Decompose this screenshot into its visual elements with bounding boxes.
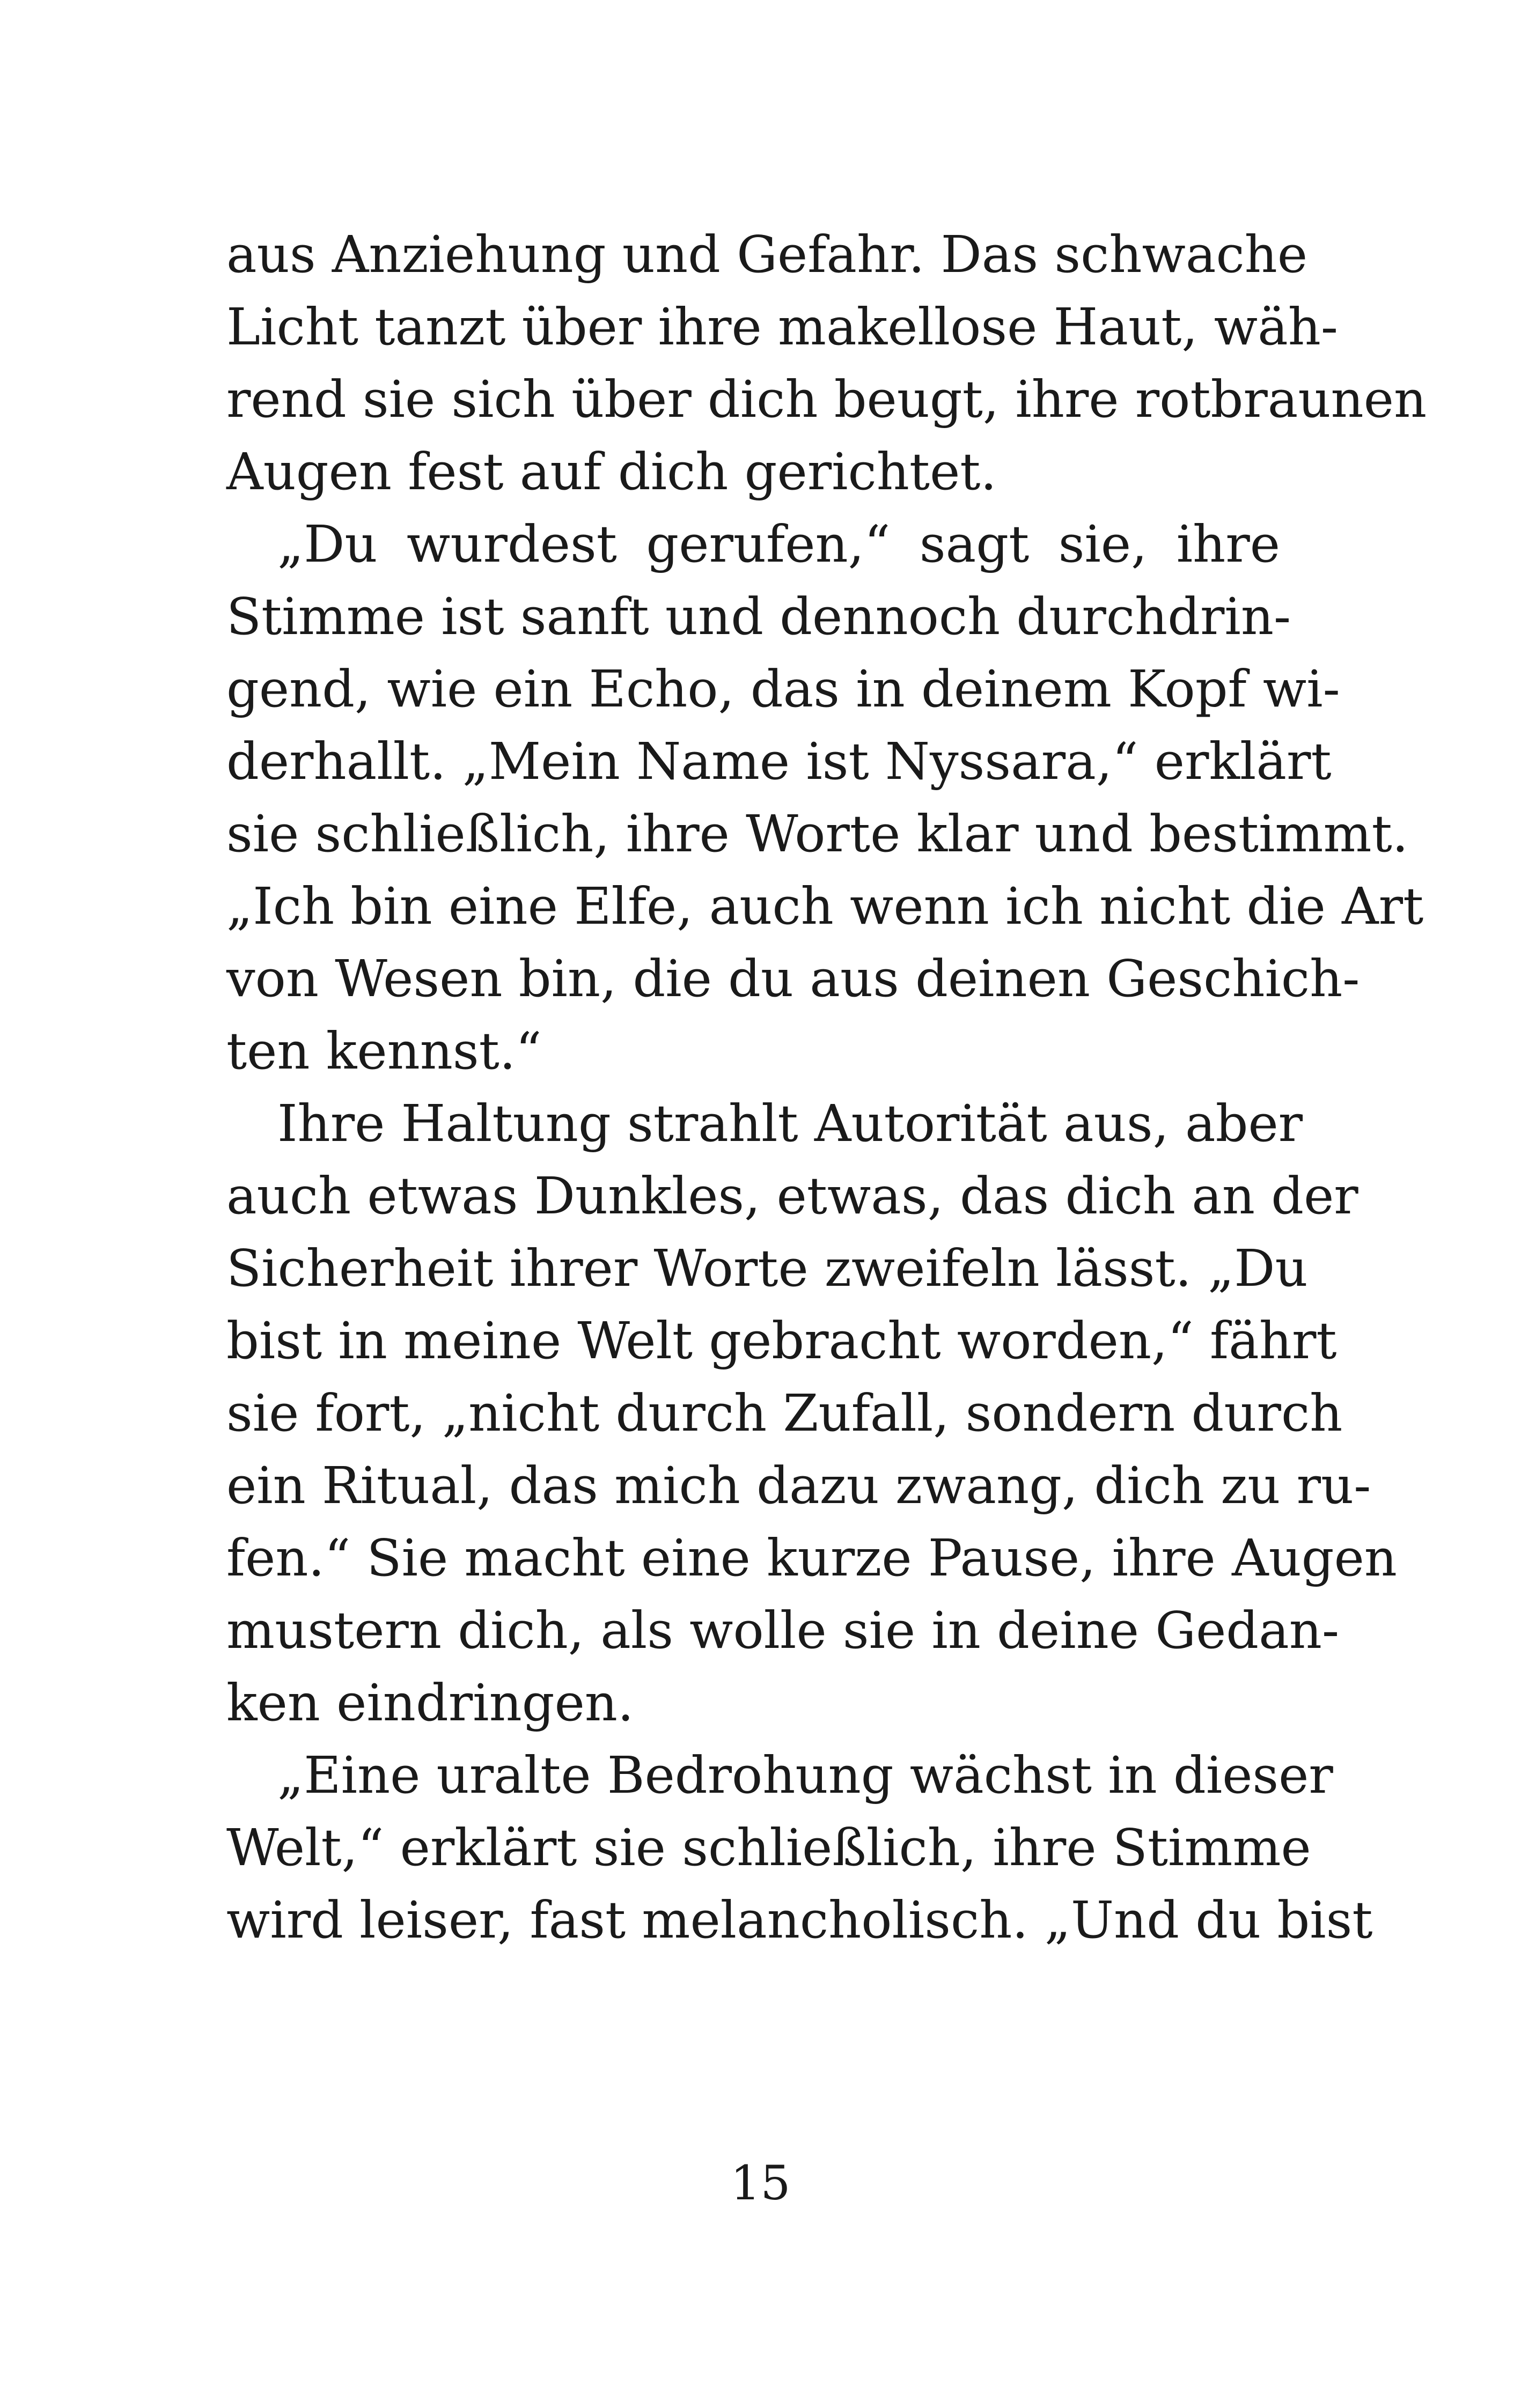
text-line: ten kennst.“ (226, 1022, 542, 1081)
text-line: sie fort, „nicht durch Zufall, sondern durch (226, 1384, 1343, 1443)
text-line: „Ich bin eine Elfe, auch wenn ich nicht die Art (226, 877, 1424, 936)
body-text (226, 219, 1427, 1957)
page-number: 15 (730, 2155, 791, 2211)
paragraph (226, 1088, 1397, 1740)
text-line: sie schließlich, ihre Worte klar und bestimmt. (226, 805, 1408, 864)
paragraph (226, 219, 1427, 509)
text-line: aus Anziehung und Gefahr. Das schwache (226, 225, 1308, 284)
text-line: „Eine uralte Bedrohung wächst in dieser (277, 1746, 1333, 1805)
text-line: Augen fest auf dich gerichtet. (226, 443, 997, 502)
text-line: wird leiser, fast melancholisch. „Und du bist (226, 1891, 1373, 1950)
text-line: auch etwas Dunkles, etwas, das dich an der (226, 1167, 1358, 1226)
text-line: fen.“ Sie macht eine kurze Pause, ihre Augen (226, 1529, 1397, 1588)
text-line: gend, wie ein Echo, das in deinem Kopf wi- (226, 660, 1340, 719)
text-line: Licht tanzt über ihre makellose Haut, wäh- (226, 298, 1339, 357)
text-line: Stimme ist sanft und dennoch durchdrin- (226, 587, 1291, 646)
text-line: Welt,“ erklärt sie schließlich, ihre Stimme (226, 1818, 1311, 1877)
text-line: von Wesen bin, die du aus deinen Geschich- (226, 949, 1360, 1008)
paragraph (226, 509, 1424, 1088)
paragraph (226, 1740, 1373, 1957)
text-line: derhallt. „Mein Name ist Nyssara,“ erklärt (226, 732, 1332, 791)
text-line: Sicherheit ihrer Worte zweifeln lässt. „Du (226, 1239, 1308, 1298)
text-line: mustern dich, als wolle sie in deine Gedan- (226, 1601, 1340, 1660)
text-line: Ihre Haltung strahlt Autorität aus, aber (277, 1094, 1303, 1153)
text-line: bist in meine Welt gebracht worden,“ fährt (226, 1312, 1337, 1371)
text-line: ken eindringen. (226, 1674, 634, 1733)
text-line: rend sie sich über dich beugt, ihre rotbraunen (226, 370, 1427, 429)
text-line: ein Ritual, das mich dazu zwang, dich zu ru- (226, 1456, 1371, 1515)
text-line: „Du wurdest gerufen,“ sagt sie, ihre (277, 515, 1280, 574)
